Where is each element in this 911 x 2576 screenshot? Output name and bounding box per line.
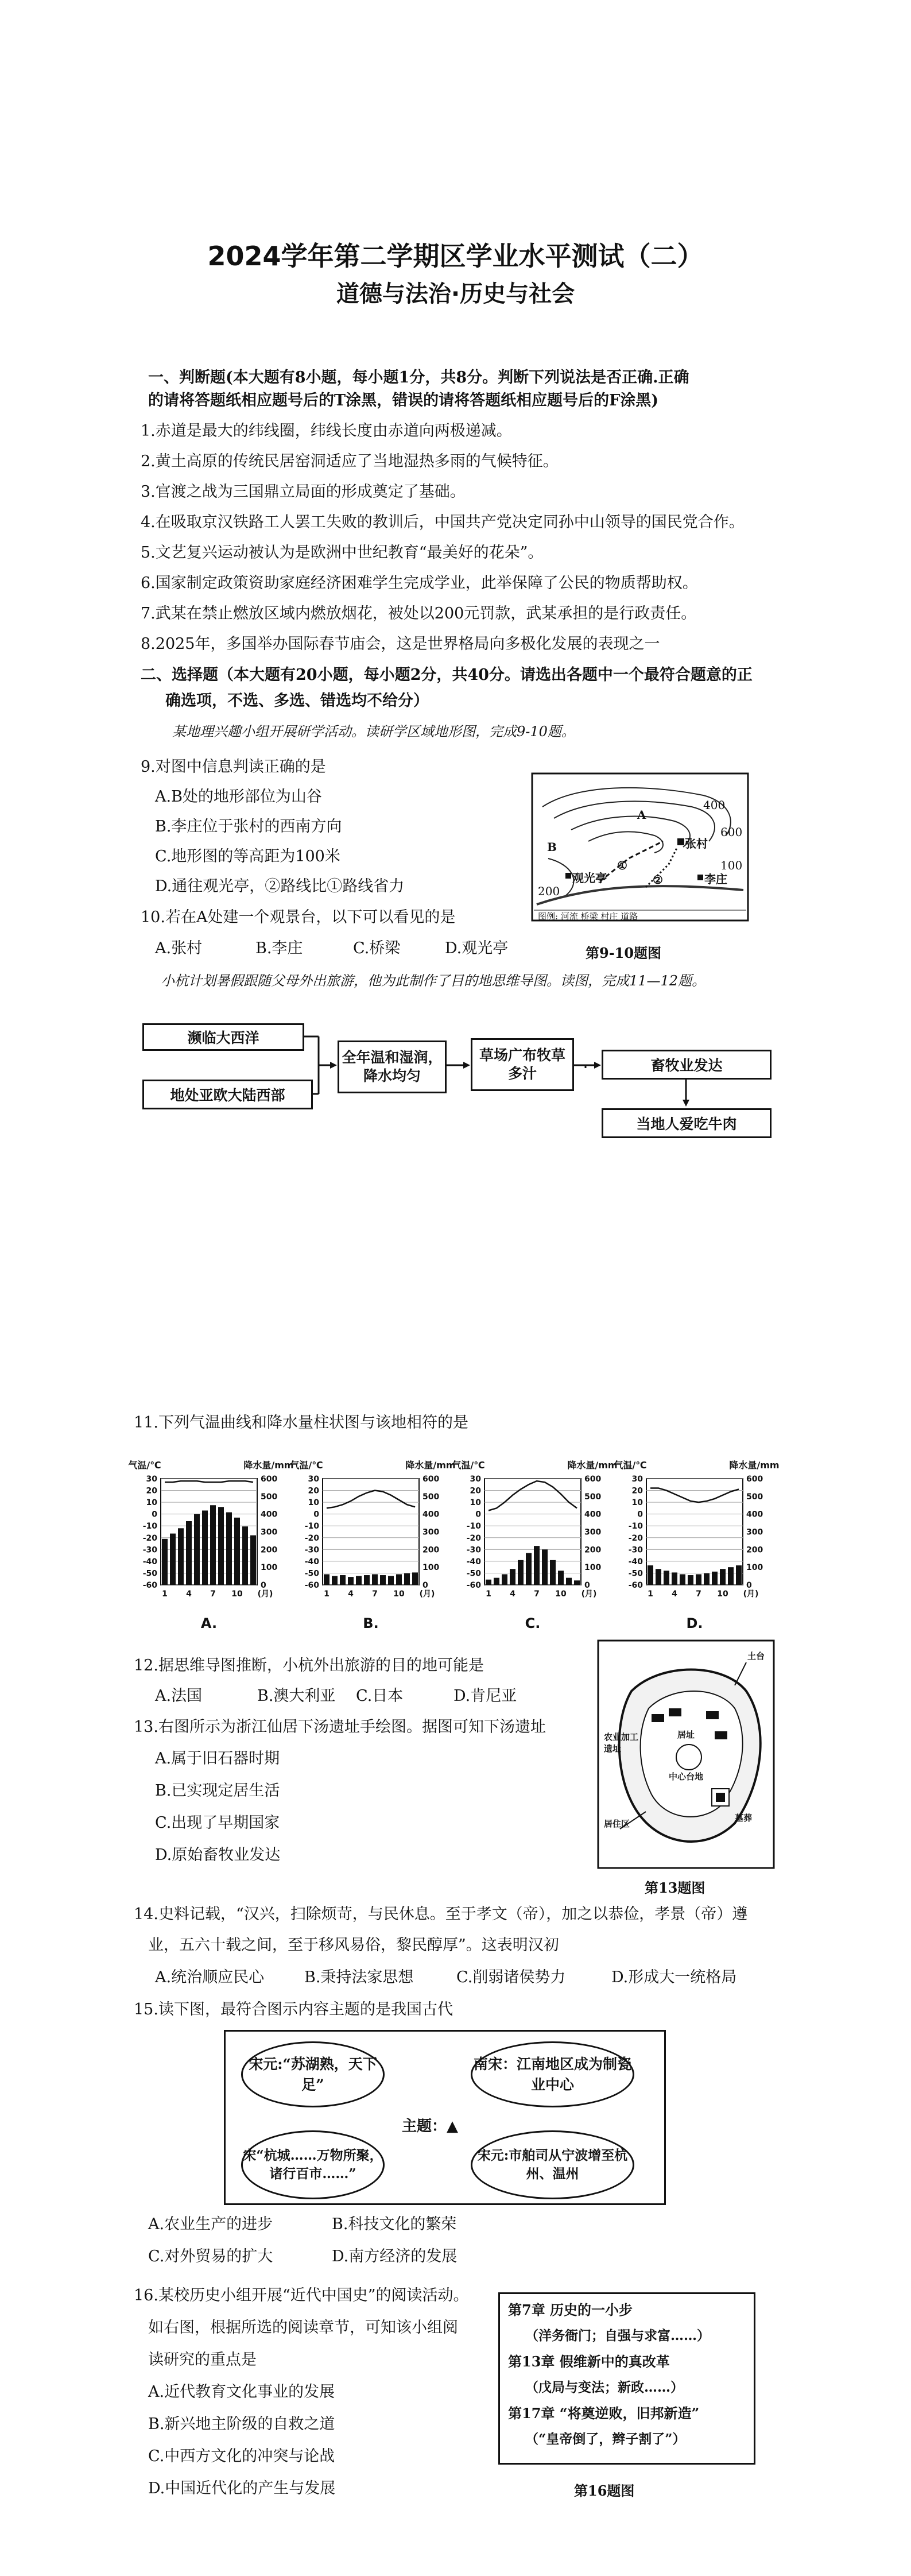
chart-precip-bar <box>380 1575 386 1585</box>
chart-x-tick: 4 <box>672 1589 677 1599</box>
chart-precip-bar <box>348 1577 354 1585</box>
chart-precip-bar <box>664 1571 669 1585</box>
chart-temp-tick: -20 <box>466 1533 481 1543</box>
chart-temp-tick: -40 <box>466 1557 481 1567</box>
section2-heading-cont: 确选项，不选、多选、错选均不给分） <box>165 692 429 710</box>
site-label-tombs: 墓葬 <box>735 1813 753 1823</box>
q16-option-d: D.中国近代化的产生与发展 <box>148 2480 336 2497</box>
q6: 6.国家制定政策资助家庭经济困难学生完成学业，此举保障了公民的物质帮助权。 <box>141 574 698 592</box>
chart-temp-tick: 20 <box>631 1486 643 1496</box>
chart-precip-tick: 600 <box>746 1475 763 1484</box>
chart-temp-tick: -30 <box>142 1545 157 1555</box>
q14-option-b: B.秉持法家思想 <box>304 1968 414 1986</box>
q9-option-d: D.通往观光亭，②路线比①路线省力 <box>155 877 405 895</box>
site-label-center: 中心台地 <box>669 1772 704 1782</box>
chart-temp-tick: -30 <box>304 1545 319 1555</box>
q9-option-a: A.B处的地形部位为山谷 <box>155 788 322 806</box>
chart-precip-bar <box>656 1569 661 1585</box>
chart-precip-bar <box>502 1575 507 1585</box>
chart-temp-tick: 30 <box>470 1475 481 1484</box>
chart-temp-tick: -20 <box>628 1533 643 1543</box>
chart-temp-tick: -60 <box>304 1581 319 1590</box>
chart-precip-tick: 0 <box>584 1581 590 1590</box>
section1-heading-cont: 的请将答题纸相应题号后的T涂黑，错误的请将答题纸相应题号后的F涂黑) <box>148 392 659 409</box>
chart-temp-tick: 0 <box>152 1510 157 1519</box>
chart-temp-tick: -30 <box>466 1545 481 1555</box>
map-label-route1: ① <box>617 858 627 872</box>
q9-option-b: B.李庄位于张村的西南方向 <box>155 818 342 836</box>
map-contour-600: 600 <box>720 825 743 839</box>
chart-temp-tick: 10 <box>146 1498 157 1508</box>
chart-precip-tick: 500 <box>422 1492 440 1502</box>
chart-temp-tick: 30 <box>308 1475 319 1484</box>
site-label-residence: 居住区 <box>604 1819 630 1829</box>
mindmap-node-beef: 当地人爱吃牛肉 <box>602 1108 772 1138</box>
chart-precip-tick: 200 <box>584 1545 602 1555</box>
chart-precip-tick: 600 <box>261 1475 278 1484</box>
chart-precip-bar <box>558 1571 564 1585</box>
site-label-agri: 农业加工遗址 <box>604 1732 639 1754</box>
q15-stem: 15.读下图，最符合图示内容主题的是我国古代 <box>134 2001 453 2018</box>
chart-precip-bar <box>340 1575 346 1585</box>
section1-heading: 一、判断题(本大题有8小题，每小题1分，共8分。判断下列说法是否正确.正确 <box>148 369 689 386</box>
chart-x-tick: 7 <box>210 1589 216 1599</box>
chart-precip-bar <box>210 1505 216 1585</box>
chart-precip-tick: 600 <box>422 1475 440 1484</box>
map-9-10-caption: 第9-10题图 <box>586 945 662 961</box>
chart-precip-bar <box>486 1580 491 1585</box>
chart-temp-tick: -20 <box>142 1533 157 1543</box>
chart-temp-tick: -50 <box>142 1569 157 1579</box>
chart-precip-tick: 500 <box>746 1492 763 1502</box>
chart-precip-bar <box>372 1575 378 1585</box>
chart-option-label: C. <box>525 1615 541 1631</box>
mindmap-node-grassland: 草场广布牧草多汁 <box>471 1038 574 1091</box>
q10-option-a: A.张村 <box>155 939 203 957</box>
q15-option-a: A.农业生产的进步 <box>148 2215 273 2233</box>
xiatang-site-map <box>597 1639 775 1869</box>
chart-x-tick: 4 <box>510 1589 515 1599</box>
chart-x-tick: 7 <box>372 1589 378 1599</box>
chart-precip-bar <box>218 1507 224 1585</box>
q13-caption: 第13题图 <box>645 1879 705 1896</box>
q16-chapter-17: 第17章 “将奠逆败，旧邦新造” <box>508 2405 700 2422</box>
chart-x-tick: 4 <box>186 1589 192 1599</box>
chart-precip-bar <box>526 1553 532 1585</box>
q12-option-c: C.日本 <box>356 1687 404 1705</box>
map-label-lizhuang: 李庄 <box>704 872 727 886</box>
q9-stem: 9.对图中信息判读正确的是 <box>141 758 326 776</box>
map-label-zhangcun: 张村 <box>685 837 708 850</box>
mindmap-node-climate: 全年温和湿润，降水均匀 <box>338 1041 447 1093</box>
topographic-map <box>531 772 749 922</box>
q16-option-b: B.新兴地主阶级的自救之道 <box>148 2415 335 2433</box>
map-contour-400: 400 <box>703 798 726 812</box>
q14-stem-cont: 业，五六十载之间，至于移风易俗，黎民醇厚”。这表明汉初 <box>148 1936 559 1954</box>
chart-precip-bar <box>704 1573 710 1585</box>
site-label-dwelling: 居址 <box>677 1730 695 1740</box>
chart-precip-axis-label: 降水量/mm <box>729 1460 780 1471</box>
q1: 1.赤道是最大的纬线圈，纬线长度由赤道向两极递减。 <box>141 422 512 440</box>
chart-plot-frame <box>323 1479 419 1585</box>
chart-temp-tick: 20 <box>308 1486 319 1496</box>
chart-precip-bar <box>202 1511 208 1585</box>
section2-heading: 二、选择题（本大题有20小题，每小题2分，共40分。请选出各题中一个最符合题意的正 <box>141 666 753 684</box>
chart-x-tick: 7 <box>534 1589 540 1599</box>
chart-option-label: A. <box>200 1615 218 1631</box>
q5: 5.文艺复兴运动被认为是欧洲中世纪教育“最美好的花朵”。 <box>141 544 544 562</box>
map-label-a: A <box>637 808 646 822</box>
chart-precip-tick: 400 <box>422 1510 440 1519</box>
chart-temp-tick: 20 <box>146 1486 157 1496</box>
climate-charts-row <box>128 1456 781 1645</box>
page-subtitle: 道德与法治·历史与社会 <box>336 281 575 307</box>
chart-temp-tick: -60 <box>142 1581 157 1590</box>
chart-option-label: D. <box>686 1615 703 1631</box>
chart-temp-axis-label: 气温/℃ <box>452 1460 485 1471</box>
chart-precip-axis-label: 降水量/mm <box>243 1460 294 1471</box>
chart-precip-tick: 500 <box>261 1492 278 1502</box>
chart-temp-tick: -40 <box>142 1557 157 1567</box>
q14-stem: 14.史料记载，“汉兴，扫除烦苛，与民休息。至于孝文（帝），加之以恭俭，孝景（帝）遵 <box>134 1905 748 1923</box>
chart-precip-bar <box>396 1575 402 1585</box>
chart-temp-tick: 0 <box>313 1510 319 1519</box>
q2: 2.黄土高原的传统民居窑洞适应了当地湿热多雨的气候特征。 <box>141 452 559 470</box>
q13-option-b: B.已实现定居生活 <box>155 1782 280 1800</box>
chart-temp-tick: -40 <box>628 1557 643 1567</box>
q16-caption: 第16题图 <box>574 2482 635 2499</box>
q15-option-d: D.南方经济的发展 <box>332 2248 458 2265</box>
chart-precip-tick: 100 <box>584 1563 602 1573</box>
chart-temp-tick: -10 <box>142 1522 157 1531</box>
map-contour-200: 200 <box>538 884 560 898</box>
chart-precip-bar <box>250 1535 256 1585</box>
chart-precip-bar <box>728 1567 734 1585</box>
q12-option-a: A.法国 <box>155 1687 203 1705</box>
chart-x-tick: 10 <box>393 1589 405 1599</box>
chart-precip-tick: 400 <box>746 1510 763 1519</box>
chart-option-label: B. <box>363 1615 379 1631</box>
q15-oval-songyuan: 宋元:“苏湖熟，天下足” <box>241 2041 385 2107</box>
chart-precip-tick: 600 <box>584 1475 602 1484</box>
chart-precip-bar <box>388 1576 394 1585</box>
q16-stem-cont: 如右图，根据所选的阅读章节，可知该小组阅 <box>148 2319 458 2337</box>
site-label-platform: 土台 <box>747 1651 765 1661</box>
intro-9-10: 某地理兴趣小组开展研学活动。读研学区域地形图，完成9-10题。 <box>172 724 575 740</box>
q12-option-b: B.澳大利亚 <box>257 1687 336 1705</box>
chart-precip-bar <box>332 1576 338 1585</box>
chart-x-tick: (月) <box>743 1589 759 1599</box>
q15-oval-hangzhou: 宋“杭城……万物所聚，诸行百市……” <box>241 2130 385 2199</box>
chart-precip-tick: 200 <box>261 1545 278 1555</box>
chart-precip-bar <box>736 1565 742 1585</box>
chart-temp-tick: -60 <box>466 1581 481 1590</box>
q14-option-d: D.形成大一统格局 <box>611 1968 737 1986</box>
q15-oval-porcelain: 南宋：江南地区成为制瓷业中心 <box>471 2041 634 2107</box>
chart-precip-bar <box>680 1575 685 1585</box>
chart-precip-bar <box>494 1578 499 1585</box>
chart-temp-tick: 30 <box>631 1475 643 1484</box>
chart-precip-tick: 0 <box>746 1581 752 1590</box>
chart-temp-tick: -50 <box>466 1569 481 1579</box>
mindmap-node-atlantic: 濒临大西洋 <box>142 1023 304 1051</box>
map-label-route2: ② <box>653 873 663 887</box>
chart-precip-bar <box>324 1575 329 1585</box>
map-label-b: B <box>547 840 557 854</box>
map-label-viewing-pavilion: 观光亭 <box>572 871 607 885</box>
chart-precip-bar <box>574 1580 580 1585</box>
chart-x-tick: 10 <box>717 1589 728 1599</box>
chart-temp-tick: 0 <box>637 1510 643 1519</box>
chart-x-tick: 10 <box>231 1589 243 1599</box>
q16-stem-cont2: 读研究的重点是 <box>148 2351 257 2369</box>
chart-precip-bar <box>510 1569 515 1585</box>
chart-precip-bar <box>518 1560 524 1585</box>
chart-precip-tick: 500 <box>584 1492 602 1502</box>
chart-precip-bar <box>226 1513 232 1585</box>
chart-precip-tick: 300 <box>261 1527 278 1537</box>
chart-precip-tick: 200 <box>422 1545 440 1555</box>
chart-precip-bar <box>170 1534 176 1585</box>
chart-temp-tick: -50 <box>304 1569 319 1579</box>
page-title: 2024学年第二学期区学业水平测试（二） <box>207 241 704 272</box>
chart-precip-tick: 400 <box>261 1510 278 1519</box>
q16-stem: 16.某校历史小组开展“近代中国史”的阅读活动。 <box>134 2287 469 2304</box>
q13-stem: 13.右图所示为浙江仙居下汤遗址手绘图。据图可知下汤遗址 <box>134 1718 546 1736</box>
chart-x-tick: 10 <box>555 1589 567 1599</box>
chart-precip-bar <box>404 1573 410 1585</box>
chart-precip-axis-label: 降水量/mm <box>567 1460 618 1471</box>
q3: 3.官渡之战为三国鼎立局面的形成奠定了基础。 <box>141 483 466 501</box>
chart-x-tick: (月) <box>419 1589 435 1599</box>
q15-option-b: B.科技文化的繁荣 <box>332 2215 457 2233</box>
q15-oval-shibosi: 宋元:市舶司从宁波增至杭州、温州 <box>471 2130 634 2199</box>
chart-precip-axis-label: 降水量/mm <box>405 1460 456 1471</box>
q13-option-a: A.属于旧石器时期 <box>155 1750 280 1767</box>
q15-theme: 主题：▲ <box>402 2118 458 2135</box>
q16-chapter-13-detail: （戊局与变法；新政……） <box>525 2380 684 2395</box>
q14-option-c: C.削弱诸侯势力 <box>456 1968 566 1986</box>
q13-option-d: D.原始畜牧业发达 <box>155 1846 281 1864</box>
chart-temp-tick: -60 <box>628 1581 643 1590</box>
chart-temp-axis-label: 气温/℃ <box>614 1460 647 1471</box>
chart-x-tick: 7 <box>696 1589 701 1599</box>
chart-temp-tick: 30 <box>146 1475 157 1484</box>
map-contour-100: 100 <box>720 858 743 872</box>
map-legend: 图例: 河流 桥梁 村庄 道路 <box>538 911 638 922</box>
chart-precip-bar <box>566 1578 572 1585</box>
chart-temp-tick: -10 <box>304 1522 319 1531</box>
chart-precip-bar <box>696 1575 701 1585</box>
q16-chapter-13: 第13章 假维新中的真改革 <box>508 2353 670 2370</box>
chart-precip-tick: 200 <box>746 1545 763 1555</box>
chart-precip-tick: 300 <box>584 1527 602 1537</box>
chart-precip-tick: 100 <box>746 1563 763 1573</box>
q10-option-d: D.观光亭 <box>445 939 509 957</box>
q16-chapter-7-detail: （洋务衙门；自强与求富……） <box>525 2328 710 2343</box>
q16-chapter-17-detail: （“皇帝倒了，辫子割了”） <box>525 2431 686 2447</box>
q4: 4.在吸取京汉铁路工人罢工失败的教训后，中国共产党决定同孙中山领导的国民党合作。 <box>141 513 745 531</box>
chart-precip-tick: 400 <box>584 1510 602 1519</box>
mindmap-node-livestock: 畜牧业发达 <box>602 1050 772 1080</box>
chart-precip-bar <box>720 1569 726 1585</box>
q10-option-b: B.李庄 <box>255 939 303 957</box>
chart-x-tick: (月) <box>581 1589 597 1599</box>
chart-temp-axis-label: 气温/℃ <box>290 1460 323 1471</box>
chart-precip-bar <box>688 1575 693 1585</box>
chart-temp-tick: 10 <box>470 1498 481 1508</box>
chart-precip-bar <box>234 1518 240 1585</box>
mindmap-node-west-eurasia: 地处亚欧大陆西部 <box>142 1080 313 1109</box>
q8: 8.2025年，多国举办国际春节庙会，这是世界格局向多极化发展的表现之一 <box>141 635 660 653</box>
q16-option-a: A.近代教育文化事业的发展 <box>148 2383 335 2401</box>
chart-precip-tick: 300 <box>746 1527 763 1537</box>
intro-11-12: 小杭计划暑假跟随父母外出旅游，他为此制作了目的地思维导图。读图，完成11—12题。 <box>161 973 706 989</box>
chart-temp-tick: 10 <box>631 1498 643 1508</box>
chart-temp-tick: -40 <box>304 1557 319 1567</box>
chart-x-tick: 1 <box>486 1589 491 1599</box>
q7: 7.武某在禁止燃放区域内燃放烟花，被处以200元罚款，武某承担的是行政责任。 <box>141 605 697 622</box>
chart-precip-bar <box>550 1560 556 1585</box>
chart-temp-tick: 10 <box>308 1498 319 1508</box>
chart-temp-tick: -30 <box>628 1545 643 1555</box>
chart-x-tick: 1 <box>162 1589 168 1599</box>
chart-precip-tick: 0 <box>422 1581 428 1590</box>
q9-option-c: C.地形图的等高距为100米 <box>155 848 340 865</box>
chart-precip-bar <box>672 1572 677 1585</box>
chart-temp-tick: 20 <box>470 1486 481 1496</box>
chart-precip-bar <box>162 1539 168 1585</box>
chart-x-tick: 1 <box>648 1589 653 1599</box>
q14-option-a: A.统治顺应民心 <box>155 1968 265 1986</box>
chart-precip-bar <box>412 1572 418 1585</box>
chart-precip-bar <box>186 1521 192 1585</box>
chart-precip-bar <box>542 1549 548 1585</box>
chart-precip-tick: 0 <box>261 1581 266 1590</box>
chart-precip-bar <box>178 1528 184 1585</box>
q16-option-c: C.中西方文化的冲突与论战 <box>148 2447 335 2465</box>
q12-option-d: D.肯尼亚 <box>453 1687 517 1705</box>
chart-precip-bar <box>364 1575 370 1585</box>
chart-plot-frame <box>484 1479 581 1585</box>
chart-precip-bar <box>194 1514 200 1585</box>
q13-option-c: C.出现了早期国家 <box>155 1814 280 1832</box>
chart-temp-axis-label: 气温/℃ <box>128 1460 161 1471</box>
chart-precip-bar <box>356 1576 362 1585</box>
chart-precip-tick: 100 <box>422 1563 440 1573</box>
chart-precip-bar <box>534 1546 540 1585</box>
chart-precip-tick: 300 <box>422 1527 440 1537</box>
q10-stem: 10.若在A处建一个观景台，以下可以看见的是 <box>141 908 456 926</box>
chart-x-tick: 1 <box>324 1589 329 1599</box>
chart-temp-tick: 0 <box>475 1510 481 1519</box>
chart-precip-tick: 100 <box>261 1563 278 1573</box>
q10-option-c: C.桥梁 <box>353 939 401 957</box>
chart-precip-bar <box>712 1572 718 1585</box>
q12-stem: 12.据思维导图推断，小杭外出旅游的目的地可能是 <box>134 1657 484 1674</box>
chart-precip-bar <box>648 1565 653 1585</box>
chart-x-tick: (月) <box>257 1589 273 1599</box>
q16-chapter-7: 第7章 历史的一小步 <box>508 2302 633 2318</box>
chart-temp-tick: -50 <box>628 1569 643 1579</box>
chart-x-tick: 4 <box>348 1589 354 1599</box>
q15-option-c: C.对外贸易的扩大 <box>148 2248 273 2265</box>
chart-temp-tick: -10 <box>466 1522 481 1531</box>
chart-temp-tick: -10 <box>628 1522 643 1531</box>
chart-temp-tick: -20 <box>304 1533 319 1543</box>
chart-precip-bar <box>242 1526 248 1585</box>
q11-stem: 11.下列气温曲线和降水量柱状图与该地相符的是 <box>134 1414 468 1432</box>
